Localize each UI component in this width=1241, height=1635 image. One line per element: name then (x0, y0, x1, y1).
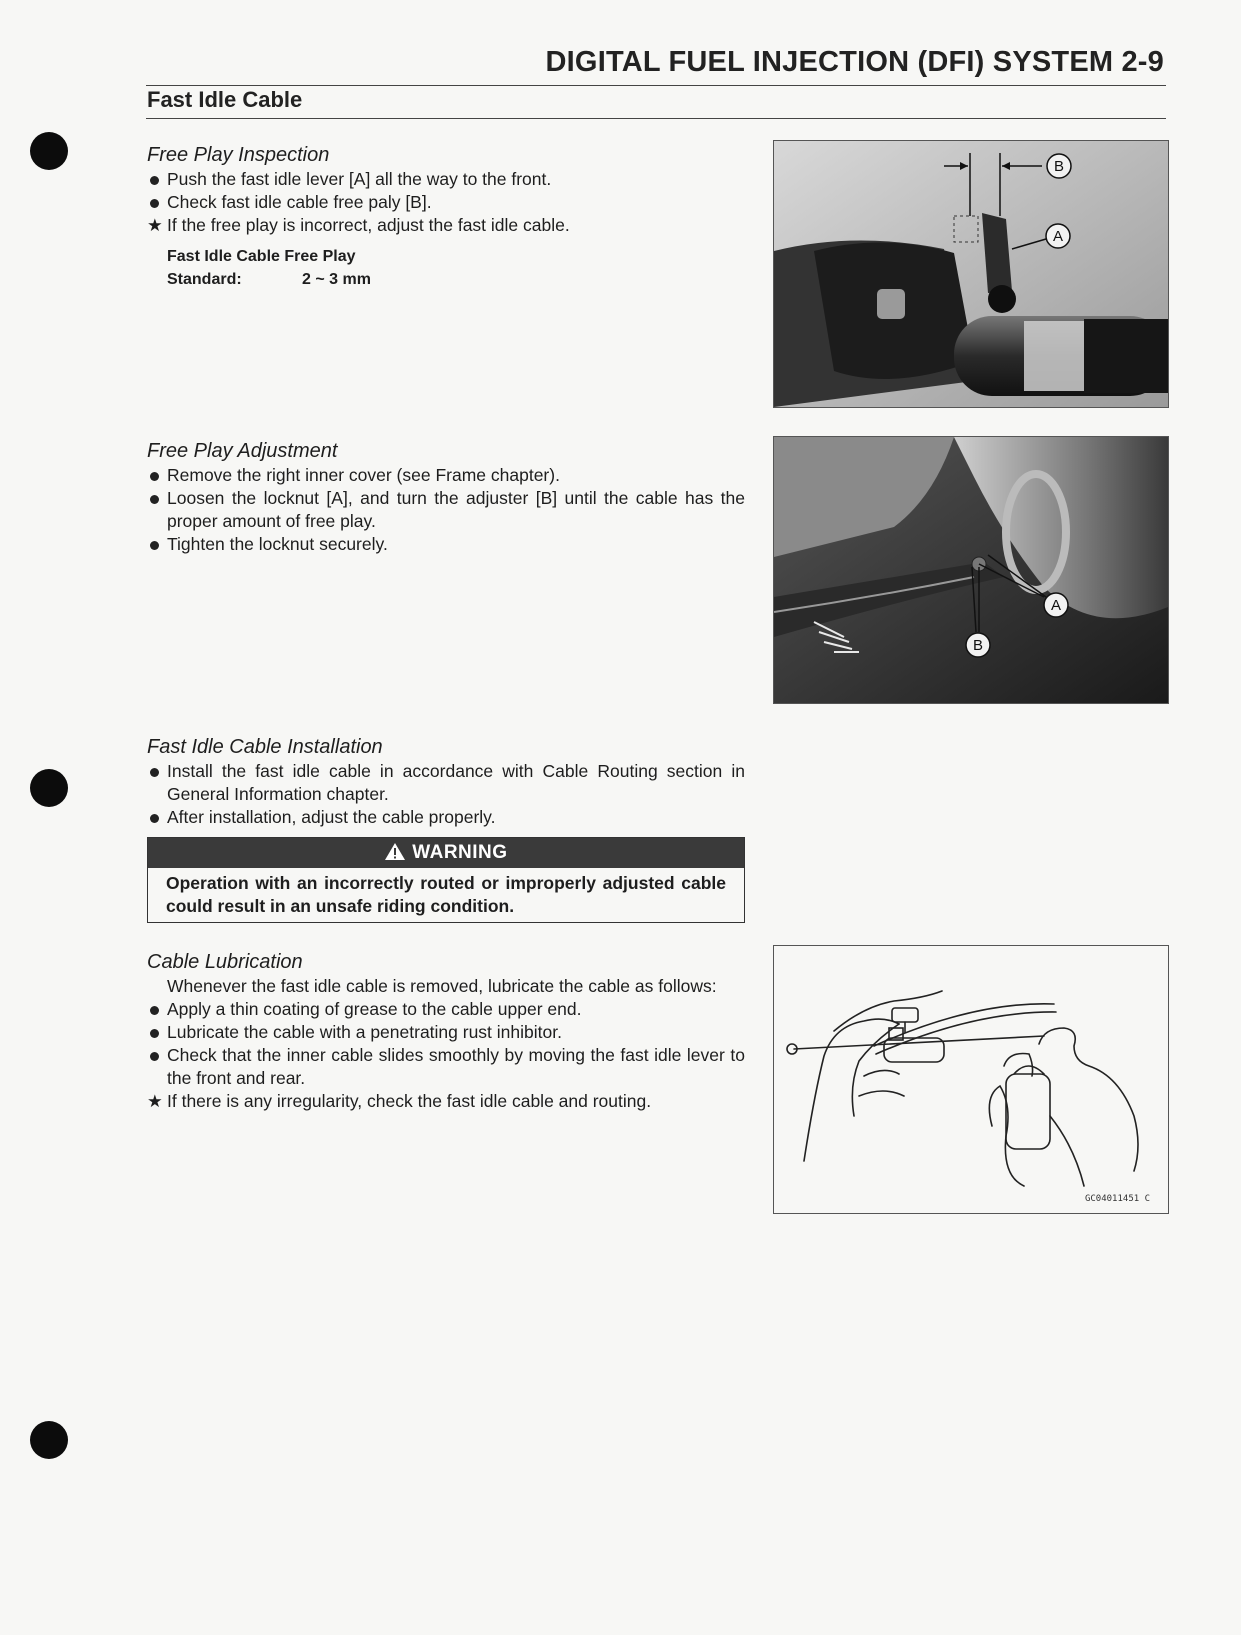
figure-fast-idle-lever-drawing (774, 141, 1168, 407)
binder-hole-icon (30, 1421, 68, 1459)
warning-label: WARNING (412, 842, 508, 863)
section-rule (146, 118, 1166, 119)
header-rule (146, 85, 1166, 86)
figure-label: A (1052, 228, 1064, 245)
bullet-dot-icon (150, 768, 159, 777)
list-item: Push the fast idle lever [A] all the way to the front. (147, 168, 745, 191)
list-item: Check that the inner cable slides smoothly by moving the fast idle lever to the front and rear. (147, 1044, 745, 1090)
bullet-dot-icon (150, 472, 159, 481)
list-item: ★ If there is any irregularity, check the fast idle cable and routing. (147, 1091, 652, 1111)
bullet-dot-icon (150, 1006, 159, 1015)
list-item: Apply a thin coating of grease to the cable upper end. (147, 998, 745, 1021)
list-item: Check fast idle cable free paly [B]. (147, 191, 745, 214)
bullet-dot-icon (150, 1052, 159, 1061)
figure-label: B (1053, 158, 1065, 175)
adjustment-block (147, 438, 745, 556)
installation-title: Fast Idle Cable Installation (147, 736, 383, 758)
figure-cable-adjuster-drawing (774, 437, 1168, 703)
list-item: Install the fast idle cable in accordance with Cable Routing section in General Information chapter. (147, 760, 745, 806)
warning-box (147, 837, 745, 923)
bullet-dot-icon (150, 199, 159, 208)
star-icon: ★ (147, 1091, 163, 1111)
spec-title: Fast Idle Cable Free Play (167, 248, 356, 265)
inspection-block (147, 142, 745, 291)
figure-cable-adjuster (773, 436, 1169, 704)
bullet-dot-icon (150, 541, 159, 550)
figure-code: GC04011451 C (1084, 1194, 1150, 1204)
list-item: Lubricate the cable with a penetrating rust inhibitor. (147, 1021, 745, 1044)
spec-row (167, 268, 745, 291)
figure-cable-lubrication-drawing (774, 946, 1168, 1213)
binder-hole-icon (30, 132, 68, 170)
list-item: After installation, adjust the cable properly. (147, 806, 745, 829)
adjustment-title: Free Play Adjustment (147, 440, 338, 462)
section-title: Fast Idle Cable (147, 87, 303, 112)
spec-label: Standard: (167, 271, 242, 288)
warning-header (148, 838, 744, 868)
figure-label: A (1050, 597, 1062, 614)
installation-block (147, 734, 745, 923)
list-item: Tighten the locknut securely. (147, 533, 745, 556)
bullet-dot-icon (150, 495, 159, 504)
figure-label: B (972, 637, 984, 654)
warning-text: Operation with an incorrectly routed or improperly adjusted cable could result in an unsafe riding condition. (166, 873, 726, 916)
warning-triangle-icon (384, 842, 406, 861)
list-item: Remove the right inner cover (see Frame chapter). (147, 464, 745, 487)
lubrication-block (147, 949, 745, 1113)
figure-fast-idle-lever (773, 140, 1169, 408)
bullet-dot-icon (150, 1029, 159, 1038)
spec-value: 2 ~ 3 mm (302, 271, 371, 288)
list-item: Loosen the locknut [A], and turn the adjuster [B] until the cable has the proper amount of free play. (147, 487, 745, 533)
bullet-dot-icon (150, 814, 159, 823)
page-header-title: DIGITAL FUEL INJECTION (DFI) SYSTEM 2-9 (545, 46, 1164, 78)
list-item: ★ If the free play is incorrect, adjust the fast idle cable. (147, 215, 570, 235)
star-icon: ★ (147, 215, 163, 235)
binder-hole-icon (30, 769, 68, 807)
bullet-dot-icon (150, 176, 159, 185)
lubrication-intro: Whenever the fast idle cable is removed, lubricate the cable as follows: (167, 976, 717, 996)
figure-cable-lubrication (773, 945, 1169, 1214)
lubrication-title: Cable Lubrication (147, 951, 303, 973)
inspection-title: Free Play Inspection (147, 144, 330, 166)
